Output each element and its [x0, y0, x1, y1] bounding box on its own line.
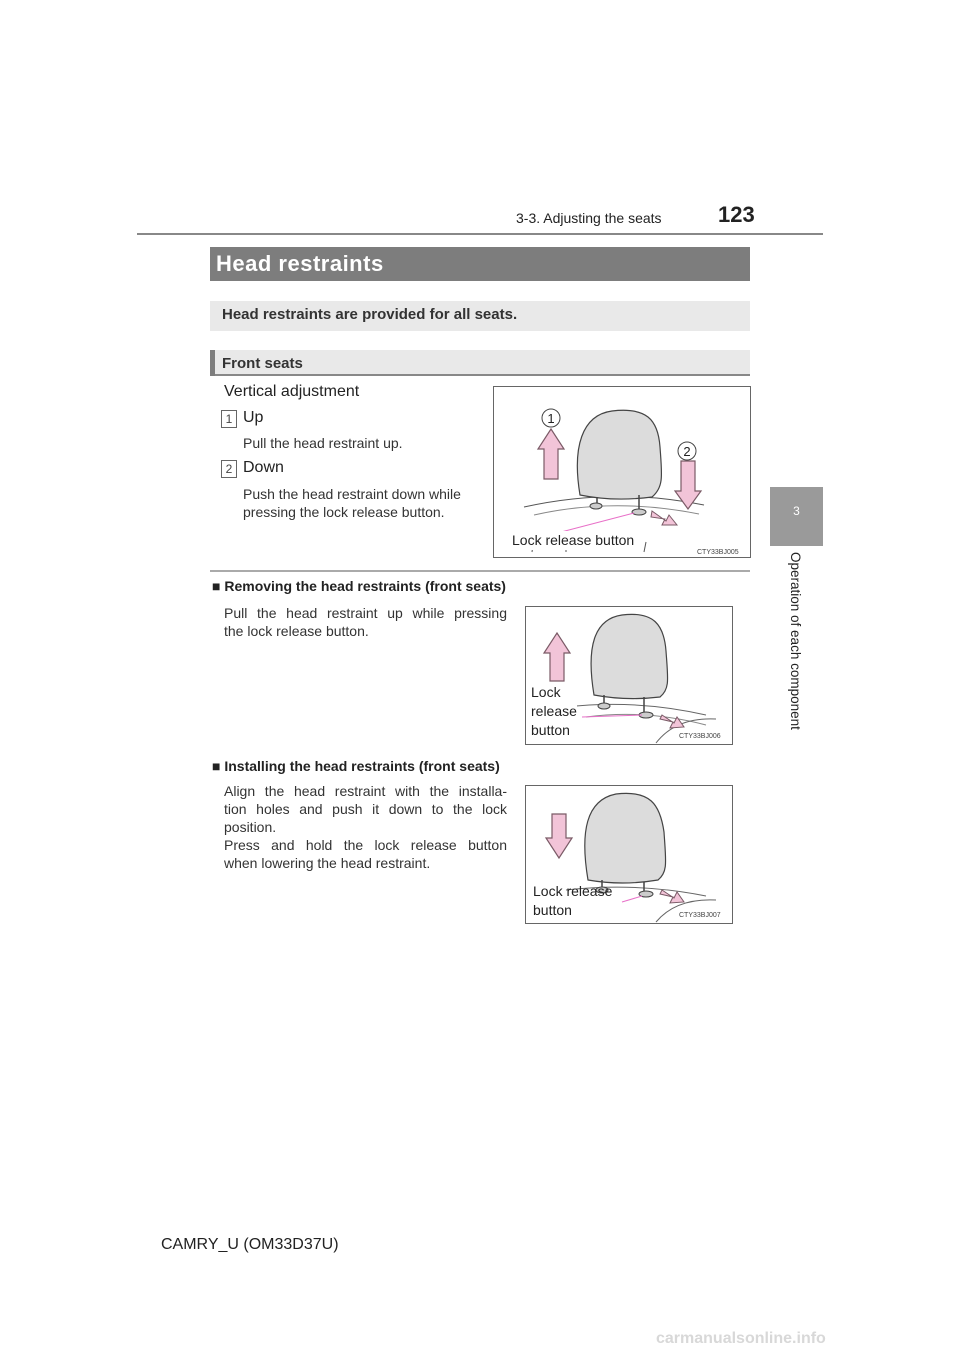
- figure-installing-label: [533, 882, 612, 920]
- figure-removing-label: [531, 683, 577, 740]
- section-divider: [210, 570, 750, 572]
- figure-removing: [525, 606, 733, 745]
- footer-model-code: CAMRY_U (OM33D37U): [161, 1236, 339, 1253]
- step-up-desc: Pull the head restraint up.: [243, 435, 403, 451]
- figure-installing-label-line2: button: [533, 902, 572, 918]
- chapter-number: 3: [793, 504, 800, 518]
- removing-heading-text: Removing the head restraints (front seats): [224, 578, 506, 594]
- installing-text-line5: when lowering the head restraint.: [224, 855, 431, 871]
- subsection-accent: [210, 350, 215, 376]
- arrow-down: [546, 814, 572, 858]
- press-arrow: [651, 511, 677, 525]
- removing-text-line2: the lock release button.: [224, 623, 369, 639]
- press-arrow: [660, 715, 684, 728]
- arrow-down: [675, 461, 701, 509]
- chapter-title: Operation of each component: [788, 552, 803, 730]
- figure-vertical-adjustment: [493, 386, 751, 558]
- intro-text: Head restraints are provided for all seats.: [222, 306, 518, 323]
- step-down-label: Down: [243, 459, 284, 476]
- figure-installing: [525, 785, 733, 924]
- installing-text-line3: position.: [224, 819, 277, 835]
- figure-removing-label-line1: Lock: [531, 684, 561, 700]
- installing-text-line2: tion holes and push it down to the lock: [224, 801, 507, 817]
- callout-2: 2: [683, 444, 691, 459]
- installing-heading-text: Installing the head restraints (front seats): [224, 758, 500, 774]
- figure-installing-code: CTY33BJ007: [679, 912, 721, 919]
- removing-heading: ■ Removing the head restraints (front seats): [212, 578, 506, 594]
- subsection-title: Front seats: [222, 355, 303, 372]
- step-number-1: 1: [221, 410, 237, 428]
- watermark: carmanualsonline.info: [656, 1330, 826, 1347]
- label-leader-line: [622, 896, 642, 902]
- installing-text-line4: Press and hold the lock release button: [224, 837, 507, 853]
- seat-top-outline-2: [534, 506, 699, 515]
- figure-removing-label-line2: release: [531, 703, 577, 719]
- step-down-desc-line2: pressing the lock release button.: [243, 504, 445, 520]
- installing-text: [224, 782, 507, 872]
- installing-heading: ■ Installing the head restraints (front seats): [212, 758, 500, 774]
- head-restraint: [591, 614, 668, 698]
- removing-text-line1: Pull the head restraint up while pressing: [224, 605, 507, 621]
- removing-text: [224, 604, 507, 640]
- figure-installing-label-line1: Lock release: [533, 883, 613, 899]
- figure-removing-code: CTY33BJ006: [679, 733, 721, 740]
- section-breadcrumb: 3-3. Adjusting the seats: [516, 210, 662, 226]
- post-socket-left: [598, 703, 610, 709]
- figure-code: CTY33BJ005: [697, 549, 739, 556]
- head-restraint: [577, 410, 661, 499]
- figure-label: Lock release button: [512, 532, 635, 548]
- page-title: Head restraints: [216, 251, 384, 276]
- lock-release-button: [632, 509, 646, 515]
- vertical-adjustment-heading: Vertical adjustment: [224, 383, 360, 400]
- post-socket-left: [590, 503, 602, 509]
- step-up-label: Up: [243, 409, 264, 426]
- arrow-up: [544, 633, 570, 681]
- seat-line: [644, 542, 646, 552]
- header-rule: [137, 233, 823, 235]
- page-number: 123: [718, 202, 755, 227]
- arrow-up: [538, 429, 564, 479]
- figure-removing-label-line3: button: [531, 722, 570, 738]
- seat-top-outline: [566, 704, 706, 715]
- step-down-desc-line1: Push the head restraint down while: [243, 486, 461, 502]
- chapter-title-vertical: [783, 552, 803, 752]
- step-number-2: 2: [221, 460, 237, 478]
- installing-text-line1: Align the head restraint with the installa-: [224, 783, 507, 799]
- callout-1: 1: [547, 411, 555, 426]
- head-restraint: [585, 793, 666, 883]
